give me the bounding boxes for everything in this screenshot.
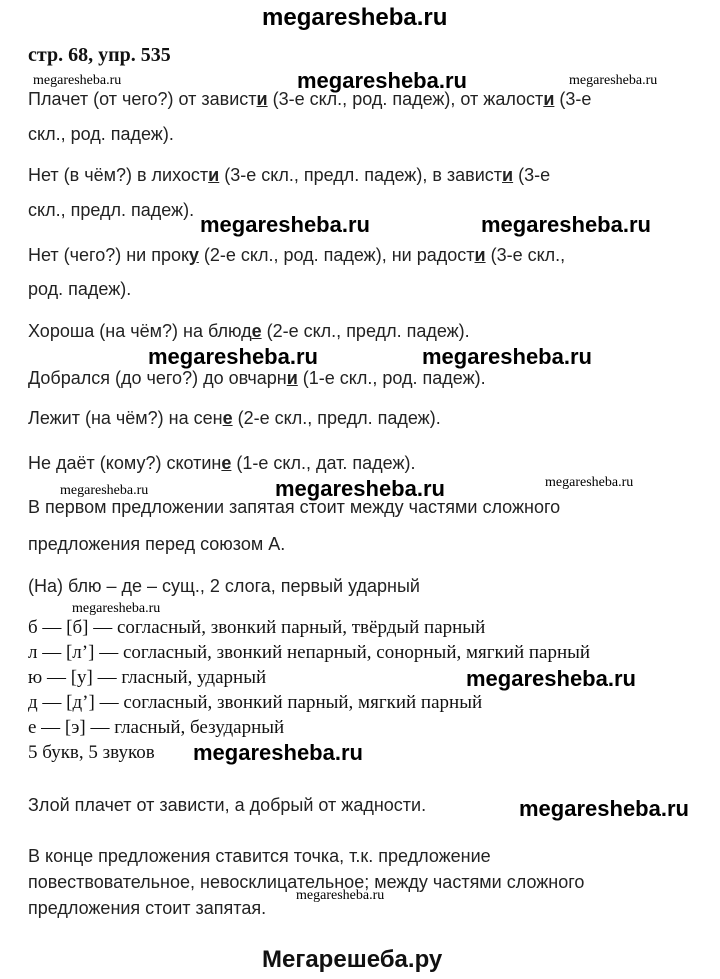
- footer-brand: Мегарешеба.ру: [262, 946, 443, 973]
- conclusion-line: повествовательное, невосклицательное; между частями сложного: [28, 872, 585, 892]
- watermark: megaresheba.ru: [466, 666, 636, 691]
- answer-line: Не даёт (кому?) скотине (1-е скл., дат. падеж).: [28, 453, 416, 473]
- phonetic-line: е — [э] — гласный, безударный: [28, 717, 285, 738]
- watermark: megaresheba.ru: [148, 344, 318, 369]
- watermark: megaresheba.ru: [193, 740, 363, 765]
- watermark: megaresheba.ru: [297, 68, 467, 93]
- phonetic-line: д — [д’] — согласный, звонкий парный, мягкий парный: [28, 692, 483, 713]
- phonetic-line: 5 букв, 5 звуков: [28, 742, 155, 763]
- watermark: megaresheba.ru: [519, 796, 689, 821]
- task-heading: стр. 68, упр. 535: [28, 44, 171, 66]
- answer-line: род. падеж).: [28, 279, 132, 299]
- watermark: megaresheba.ru: [422, 344, 592, 369]
- watermark: megaresheba.ru: [545, 475, 634, 490]
- answer-line: Нет (в чём?) в лихости (3-е скл., предл. падеж), в зависти (3-е: [28, 165, 551, 185]
- watermark: megaresheba.ru: [33, 73, 122, 88]
- phonetic-line: ю — [у] — гласный, ударный: [28, 667, 267, 688]
- answer-line: (На) блю – де – сущ., 2 слога, первый ударный: [28, 576, 420, 596]
- answer-line: Хороша (на чём?) на блюде (2-е скл., предл. падеж).: [28, 321, 470, 341]
- answer-line: Нет (чего?) ни проку (2-е скл., род. падеж), ни радости (3-е скл.,: [28, 245, 566, 265]
- answer-line: Добрался (до чего?) до овчарни (1-е скл., род. падеж).: [28, 368, 486, 388]
- answer-line: В первом предложении запятая стоит между частями сложного: [28, 497, 561, 517]
- phonetic-line: б — [б] — согласный, звонкий парный, твёрдый парный: [28, 617, 486, 638]
- answer-line: скл., предл. падеж).: [28, 200, 195, 220]
- conclusion-line: В конце предложения ставится точка, т.к. предложение: [28, 846, 491, 866]
- watermark: megaresheba.ru: [72, 601, 161, 616]
- site-title: megaresheba.ru: [262, 4, 448, 31]
- watermark: megaresheba.ru: [296, 888, 385, 903]
- answer-line: Лежит (на чём?) на сене (2-е скл., предл. падеж).: [28, 408, 441, 428]
- watermark: megaresheba.ru: [481, 212, 651, 237]
- phonetic-line: л — [л’] — согласный, звонкий непарный, сонорный, мягкий парный: [28, 642, 591, 663]
- answer-line: скл., род. падеж).: [28, 124, 174, 144]
- proverb: Злой плачет от зависти, а добрый от жадности.: [28, 795, 427, 815]
- watermark: megaresheba.ru: [60, 483, 149, 498]
- answer-line: Плачет (от чего?) от зависти (3-е скл., род. падеж), от жалости (3-е: [28, 89, 592, 109]
- conclusion-line: предложения стоит запятая.: [28, 898, 267, 918]
- watermark: megaresheba.ru: [275, 476, 445, 501]
- answer-line: предложения перед союзом А.: [28, 534, 286, 554]
- watermark: megaresheba.ru: [569, 73, 658, 88]
- watermark: megaresheba.ru: [200, 212, 370, 237]
